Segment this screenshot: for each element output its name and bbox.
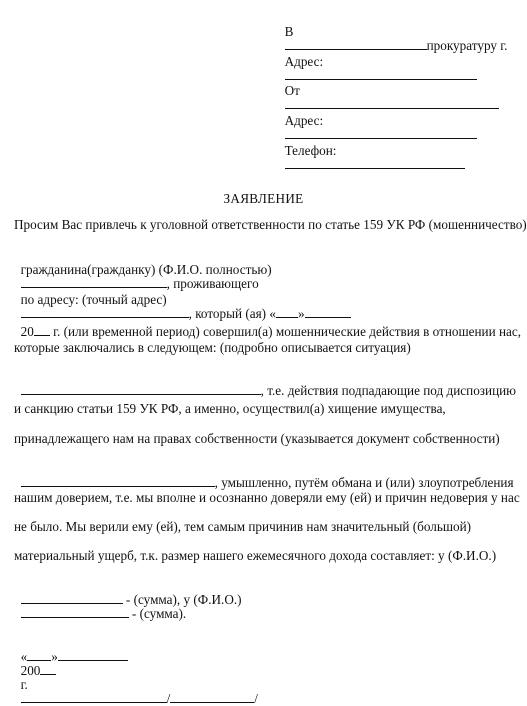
- who-label: , который (ая) «: [188, 306, 276, 322]
- document-title: ЗАЯВЛЕНИЕ: [223, 191, 304, 206]
- address2-label: Адрес:: [284, 113, 324, 129]
- footer-slash-1: /: [166, 690, 171, 706]
- body-line-1: Просим Вас привлечь к уголовной ответственности по статье 159 УК РФ (мошенничество): [14, 217, 527, 232]
- body-line-7: и санкцию статьи 159 УК РФ, а именно, осуществил(а) хищение имущества,: [14, 401, 446, 416]
- sum1-text: - (сумма), у (Ф.И.О.): [122, 592, 242, 608]
- year-blank[interactable]: [34, 324, 50, 336]
- sum2-text: - (сумма).: [128, 606, 187, 622]
- footer-close-quote: »: [51, 649, 58, 665]
- sum2-blank[interactable]: [21, 606, 129, 618]
- phone-blank[interactable]: [285, 157, 465, 169]
- fio-label: гражданина(гражданку) (Ф.И.О. полностью): [20, 262, 272, 278]
- from-label: От: [284, 83, 300, 99]
- fraud-text: г. (или временной период) совершил(а) мошеннические действия в отношении нас,: [49, 324, 522, 340]
- body-line-11: не было. Мы верили ему (ей), тем самым причинив нам значительный (большой): [14, 519, 472, 534]
- body-line-8: принадлежащего нам на правах собственности (указывается документ собственности): [14, 431, 500, 446]
- situation-blank[interactable]: [21, 383, 261, 395]
- footer-slash-2: /: [254, 690, 258, 706]
- footer-year: 200: [20, 663, 41, 679]
- disposition-text: , т.е. действия подпадающие под диспозицию: [260, 383, 517, 399]
- body-line-12: материальный ущерб, т.к. размер нашего ежемесячного дохода составляет: у (Ф.И.О.): [14, 548, 497, 563]
- body-line-13: [14, 579, 242, 621]
- footer-open-quote: «: [20, 649, 28, 665]
- signature-blank[interactable]: [21, 691, 167, 703]
- phone-line: [278, 131, 465, 172]
- body-line-10: нашим доверием, т.е. мы вполне и осознанно доверяли ему (ей) и причин недоверия у нас: [14, 490, 520, 505]
- footer-day-blank[interactable]: [27, 649, 51, 661]
- name-blank[interactable]: [170, 691, 254, 703]
- body-line-6: [14, 370, 516, 397]
- footer-year-suffix: г.: [20, 676, 28, 692]
- year-prefix: 20: [20, 324, 34, 340]
- exact-address-label: по адресу: (точный адрес): [20, 292, 167, 308]
- deception-text: , умышленно, путём обмана и (или) злоупотребления: [214, 475, 514, 491]
- ownership-doc-blank[interactable]: [21, 475, 215, 487]
- body-line-4: [14, 311, 521, 338]
- close-quote: »: [297, 306, 305, 322]
- footer-month-blank[interactable]: [58, 649, 128, 661]
- prosecutor-suffix: прокуратуру г.: [426, 38, 508, 54]
- body-line-5: которые заключались в следующем: (подробно описывается ситуация): [14, 340, 411, 355]
- sum1-blank[interactable]: [21, 592, 123, 604]
- footer-year-blank[interactable]: [40, 663, 56, 675]
- residing-label: , проживающего: [166, 276, 259, 292]
- address-label: Адрес:: [284, 54, 324, 70]
- body-line-9: [14, 462, 514, 489]
- prosecutor-prefix: В: [284, 24, 294, 40]
- phone-label: Телефон:: [284, 143, 337, 159]
